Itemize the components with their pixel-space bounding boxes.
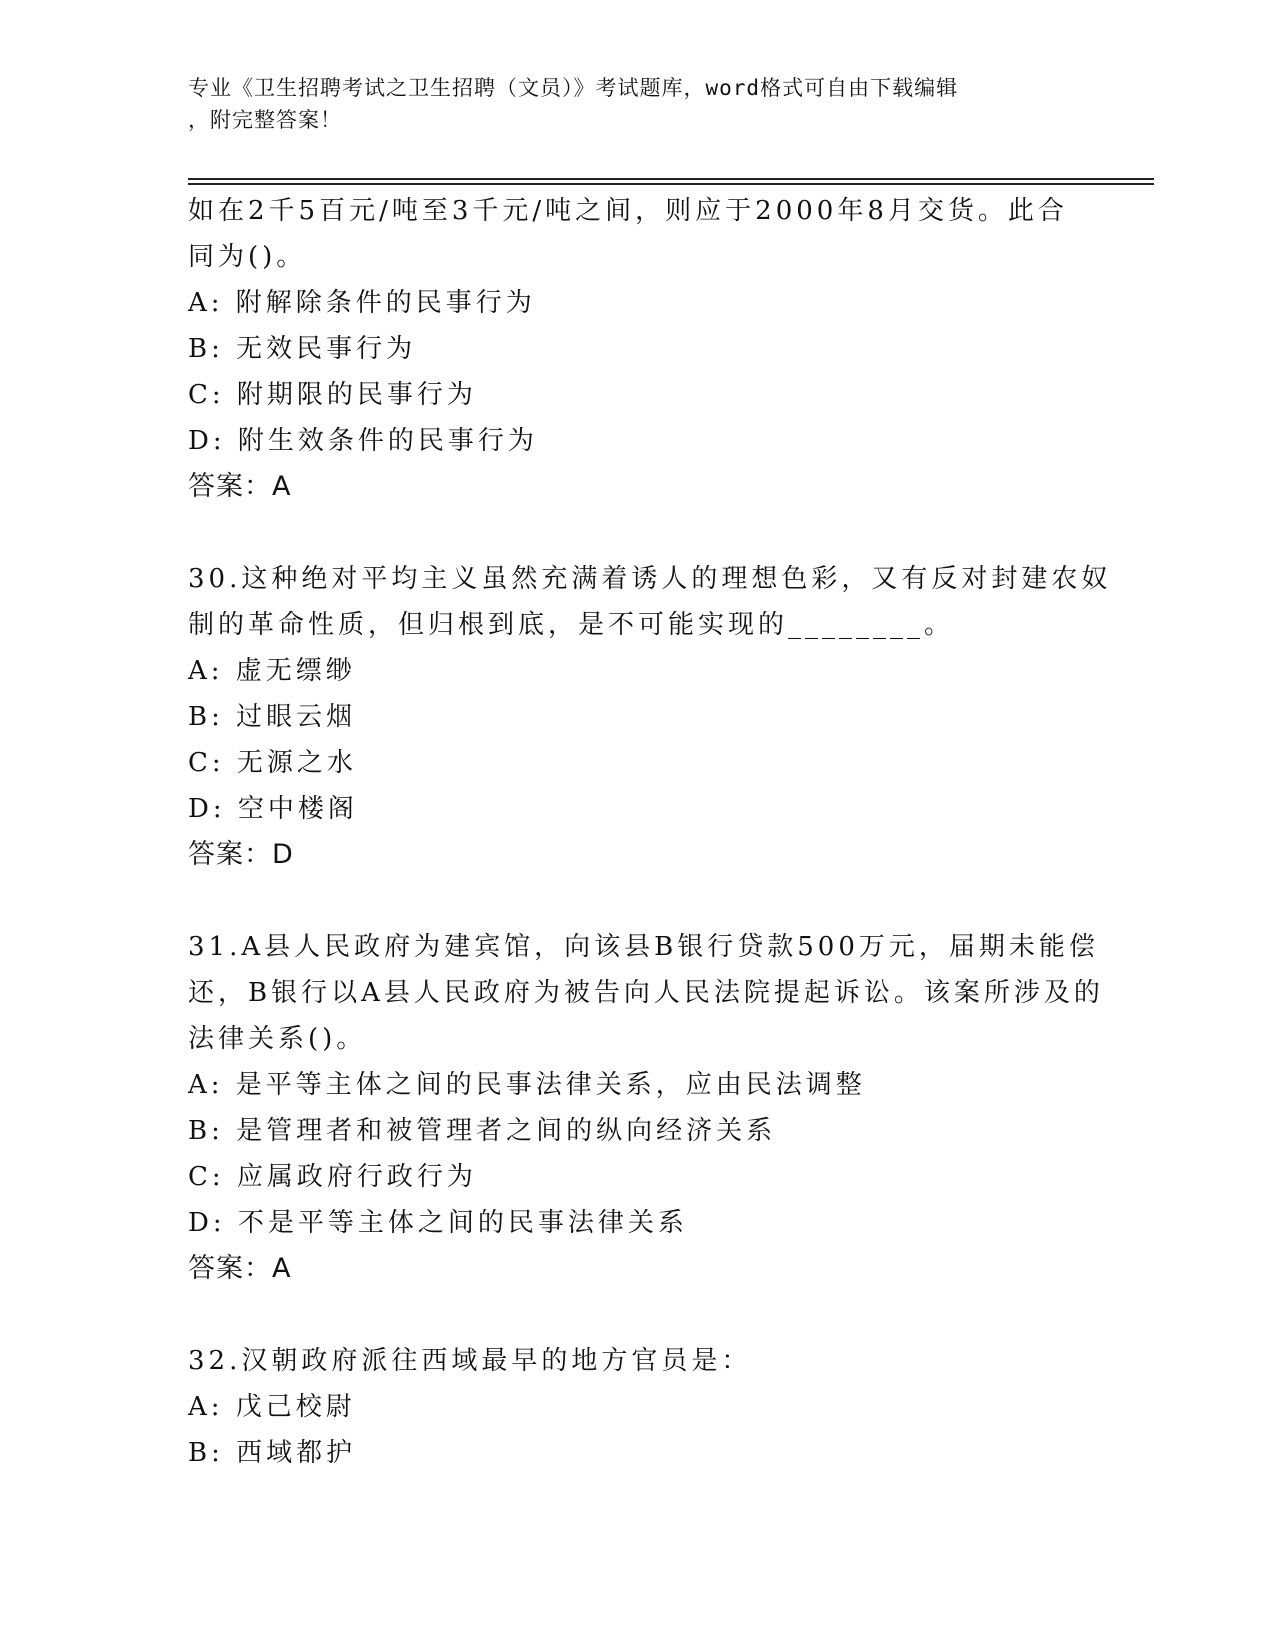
option-a: A: 虚无缥缈 bbox=[188, 656, 356, 686]
question-30 bbox=[188, 556, 1112, 878]
option-c: C: 无源之水 bbox=[188, 748, 357, 778]
question-32 bbox=[188, 1338, 1088, 1476]
question-stem-line: 32.汉朝政府派往西域最早的地方官员是： bbox=[188, 1346, 752, 1376]
answer-line: 答案：D bbox=[188, 839, 294, 870]
option-c: C: 附期限的民事行为 bbox=[188, 380, 477, 410]
option-a: A: 戊己校尉 bbox=[188, 1392, 356, 1422]
answer-line: 答案：A bbox=[188, 471, 292, 502]
question-stem-line: 制的革命性质，但归根到底，是不可能实现的________。 bbox=[188, 610, 955, 640]
option-b: B: 无效民事行为 bbox=[188, 334, 417, 364]
option-d: D: 附生效条件的民事行为 bbox=[188, 426, 538, 456]
option-b: B: 是管理者和被管理者之间的纵向经济关系 bbox=[188, 1116, 777, 1146]
header-line-2: ，附完整答案！ bbox=[188, 108, 342, 132]
question-list bbox=[188, 188, 1112, 1476]
header-line-1: 专业《卫生招聘考试之卫生招聘（文员）》考试题库，word格式可自由下载编辑 bbox=[188, 76, 959, 100]
question-stem-line: 30.这种绝对平均主义虽然充满着诱人的理想色彩，又有反对封建农奴 bbox=[188, 564, 1112, 594]
option-d: D: 空中楼阁 bbox=[188, 794, 358, 824]
option-a: A: 附解除条件的民事行为 bbox=[188, 288, 536, 318]
question-stem-line: 31.A县人民政府为建宾馆，向该县B银行贷款500万元，届期未能偿 bbox=[188, 932, 1099, 962]
header-divider-top bbox=[188, 178, 1154, 180]
option-b: B: 过眼云烟 bbox=[188, 702, 357, 732]
question-stem-line: 如在2千5百元/吨至3千元/吨之间，则应于2000年8月交货。此合 bbox=[188, 196, 1068, 226]
spacer bbox=[188, 510, 1088, 556]
option-c: C: 应属政府行政行为 bbox=[188, 1162, 477, 1192]
spacer bbox=[188, 878, 1088, 924]
question-31 bbox=[188, 924, 1104, 1292]
document-header bbox=[188, 72, 1068, 136]
option-b: B: 西域都护 bbox=[188, 1438, 357, 1468]
answer-line: 答案：A bbox=[188, 1253, 292, 1284]
question-stem-line: 同为()。 bbox=[188, 242, 307, 272]
header-divider-bottom bbox=[188, 183, 1154, 185]
question-stem-line: 法律关系()。 bbox=[188, 1024, 367, 1054]
spacer bbox=[188, 1292, 1088, 1338]
question-29-continuation bbox=[188, 188, 1088, 510]
option-d: D: 不是平等主体之间的民事法律关系 bbox=[188, 1208, 688, 1238]
option-a: A: 是平等主体之间的民事法律关系，应由民法调整 bbox=[188, 1070, 866, 1100]
question-stem-line: 还，B银行以A县人民政府为被告向人民法院提起诉讼。该案所涉及的 bbox=[188, 978, 1104, 1008]
